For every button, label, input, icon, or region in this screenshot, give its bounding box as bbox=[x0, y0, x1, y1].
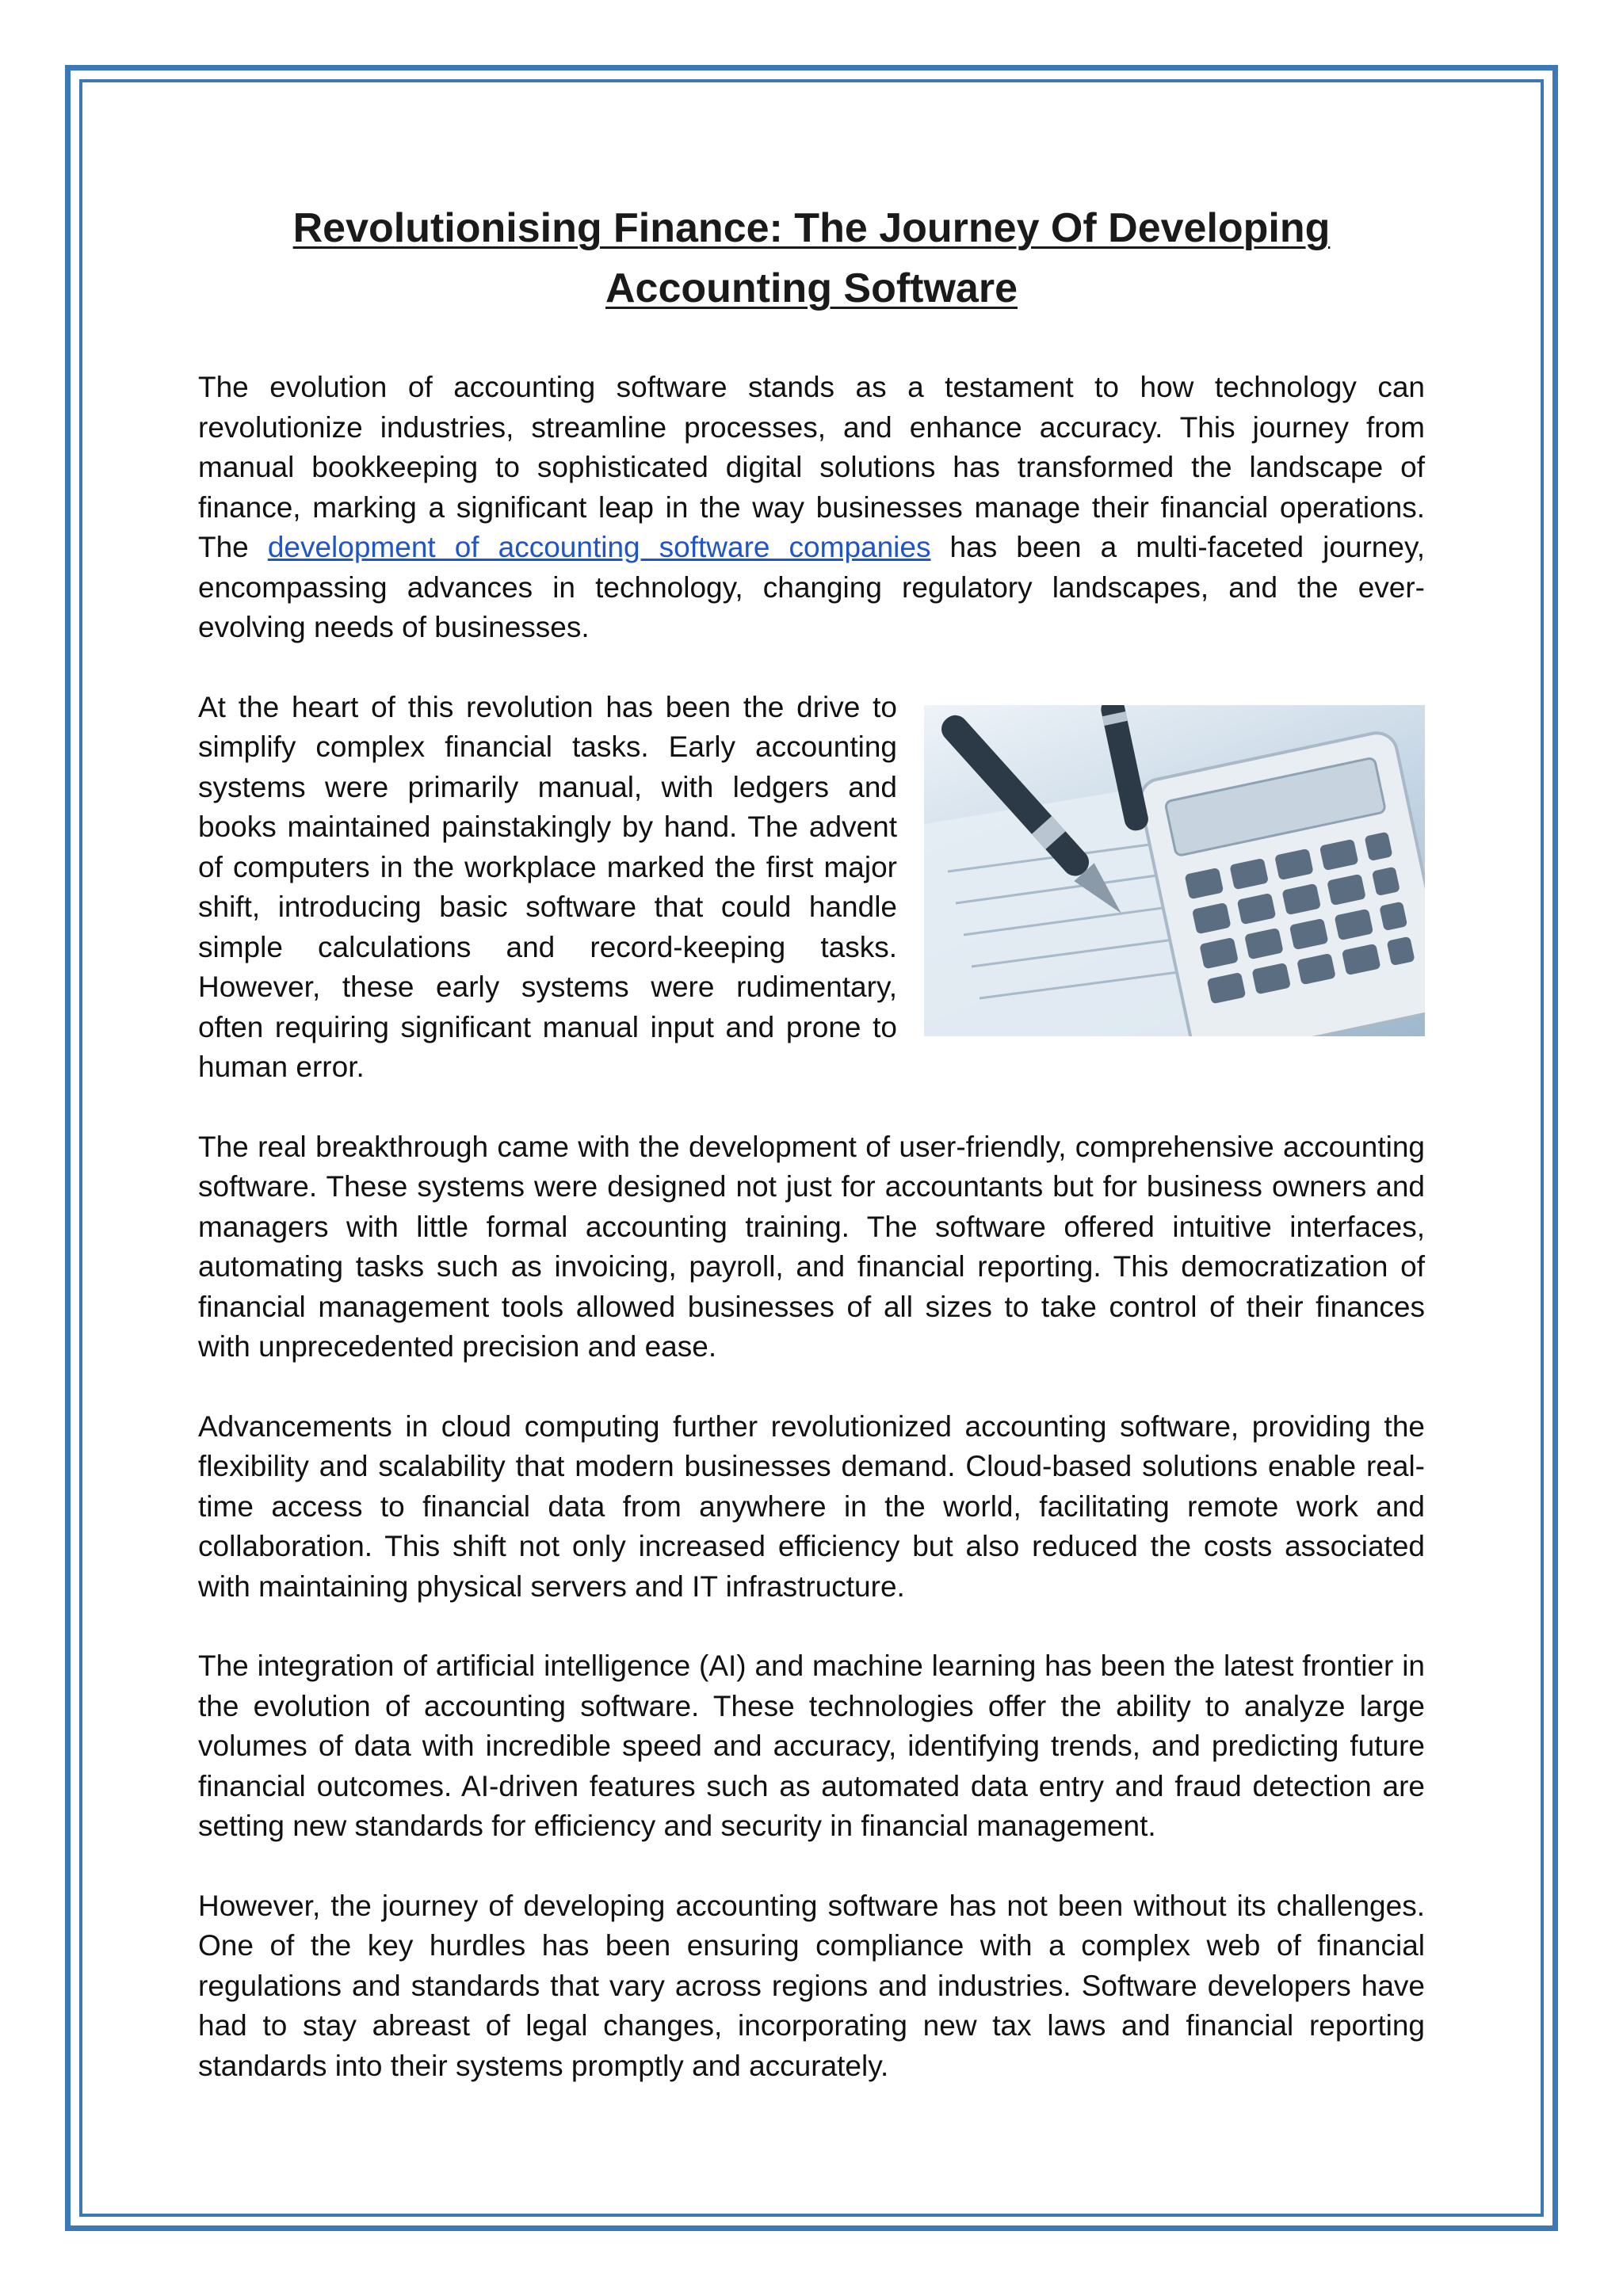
paragraph-challenges: However, the journey of developing accounting software has not been without its challenges. One of the key hurdles has been ensuring compliance with a complex web of financial regulations and standards that vary across regions and industries. Software developers have had to stay abreast of legal changes, incorporating new tax laws and financial reporting standards into their systems promptly and accurately. bbox=[198, 1889, 1425, 2082]
paragraph-cloud: Advancements in cloud computing further revolutionized accounting software, providing the flexibility and scalability that modern businesses demand. Cloud-based solutions enable real-time access to financial data from anywhere in the world, facilitating remote work and collaboration. This shift not only increased efficiency but also reduced the costs associated with maintaining physical servers and IT infrastructure. bbox=[198, 1409, 1425, 1603]
intro-paragraph bbox=[198, 368, 1425, 648]
paragraph-breakthrough: The real breakthrough came with the development of user-friendly, comprehensive accounting software. These systems were designed not just for accountants but for business owners and managers with little formal accounting training. The software offered intuitive interfaces, automating tasks such as invoicing, payroll, and financial reporting. This democratization of financial management tools allowed businesses of all sizes to take control of their finances with unprecedented precision and ease. bbox=[198, 1130, 1425, 1363]
calculator-pen-icon bbox=[924, 705, 1425, 1036]
intro-text-before-link: The evolution of accounting software stands as a testament to how technology can revolutionize industries, streamline processes, and enhance accuracy. This journey from manual bookkeeping to sophisticated digital solutions has transformed the landscape of finance, marking a significant leap in the way businesses manage their financial operations. The bbox=[198, 371, 1425, 563]
document-body bbox=[198, 198, 1425, 2126]
paragraph-history-text: At the heart of this revolution has been the drive to simplify complex financial tasks. Early accounting systems were primarily manual, with ledgers and books maintained painstakingly by hand. The advent of computers in the workplace marked the first major shift, introducing basic software that could handle simple calculations and record-keeping tasks. However, these early systems were rudimentary, often requiring significant manual input and prone to human error. bbox=[198, 690, 897, 1083]
accounting-software-companies-link[interactable]: development of accounting software companies bbox=[267, 531, 931, 563]
calculator-pen-image bbox=[924, 705, 1425, 1036]
document-title: Revolutionising Finance: The Journey Of Developing Accounting Software bbox=[292, 205, 1331, 311]
paragraph-ai: The integration of artificial intelligence (AI) and machine learning has been the latest frontier in the evolution of accounting software. These technologies offer the ability to analyze large volumes of data with incredible speed and accuracy, identifying trends, and predicting future financial outcomes. AI-driven features such as automated data entry and fraud detection are setting new standards for efficiency and security in financial management. bbox=[198, 1650, 1425, 1842]
paragraph-history bbox=[198, 688, 1425, 1088]
intro-text-after-link: has been a multi-faceted journey, encompassing advances in technology, changing regulatory landscapes, and the ever-evolving needs of businesses. bbox=[198, 531, 1425, 643]
